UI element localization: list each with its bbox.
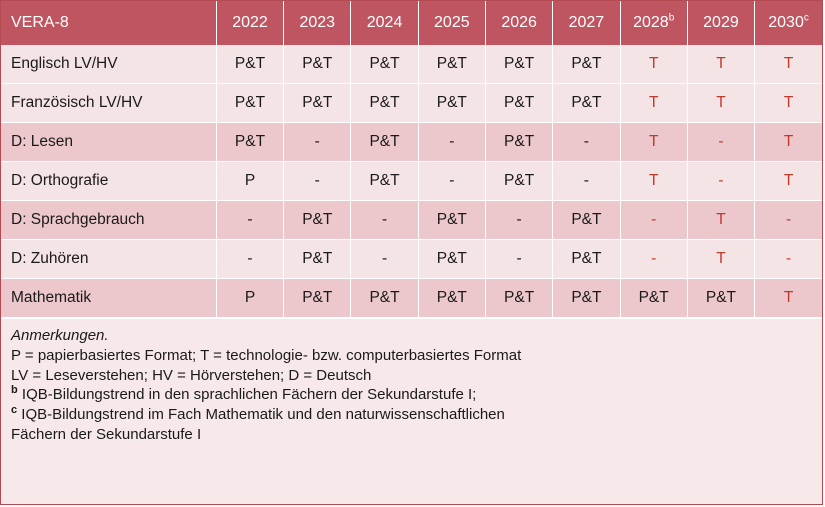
table-row (1, 123, 822, 162)
column-header-2025 (418, 1, 485, 45)
cell-value: P&T (216, 84, 283, 123)
cell-value: P&T (284, 45, 351, 84)
table-row (1, 84, 822, 123)
cell-value: T (687, 240, 754, 279)
cell-value: P&T (351, 162, 418, 201)
row-label: Englisch LV/HV (1, 45, 216, 84)
cell-value: P&T (418, 279, 485, 318)
notes-line-footnote-c-cont: Fächern der Sekundarstufe I (11, 425, 202, 443)
column-header-2024 (351, 1, 418, 45)
cell-value: P&T (418, 201, 485, 240)
cell-value: P&T (485, 123, 552, 162)
cell-value: - (687, 162, 754, 201)
cell-value: P (216, 162, 283, 201)
column-header-2030 (755, 1, 822, 45)
cell-value: - (620, 240, 687, 279)
cell-value: T (755, 123, 822, 162)
cell-value: - (755, 240, 822, 279)
cell-value: - (553, 123, 620, 162)
cell-value: - (620, 201, 687, 240)
column-header-2022 (216, 1, 283, 45)
cell-value: P&T (553, 279, 620, 318)
table-notes (1, 318, 822, 504)
cell-value: T (620, 84, 687, 123)
year-label: 2027 (568, 14, 605, 31)
cell-value: P (216, 279, 283, 318)
table-row (1, 201, 822, 240)
cell-value: - (351, 201, 418, 240)
cell-value: P&T (553, 84, 620, 123)
year-label: 2025 (434, 14, 470, 31)
cell-value: T (687, 84, 754, 123)
cell-value: - (755, 201, 822, 240)
cell-value: T (687, 201, 754, 240)
cell-value: P&T (418, 240, 485, 279)
cell-value: - (418, 123, 485, 162)
cell-value: T (755, 162, 822, 201)
cell-value: P&T (553, 201, 620, 240)
column-header-2023 (284, 1, 351, 45)
notes-line-formats: P = papierbasiertes Format; T = technologie- bzw. computerbasiertes Format (11, 346, 522, 364)
row-label: D: Lesen (1, 123, 216, 162)
vera8-schedule-table (1, 1, 822, 318)
cell-value: T (755, 279, 822, 318)
cell-value: - (553, 162, 620, 201)
column-header-2029 (687, 1, 754, 45)
notes-footnote-c-text: IQB-Bildungstrend im Fach Mathematik und den naturwissenschaftlichen (17, 406, 505, 424)
cell-value: P&T (485, 279, 552, 318)
cell-value: T (687, 45, 754, 84)
cell-value: - (284, 123, 351, 162)
row-label: D: Orthografie (1, 162, 216, 201)
year-label: 2024 (366, 14, 403, 31)
cell-value: T (755, 45, 822, 84)
cell-value: T (755, 84, 822, 123)
row-label: D: Zuhören (1, 240, 216, 279)
cell-value: P&T (553, 240, 620, 279)
table-row (1, 45, 822, 84)
cell-value: P&T (284, 84, 351, 123)
table-body (1, 45, 822, 318)
notes-footnote-b-text: IQB-Bildungstrend in den sprachlichen Fächern der Sekundarstufe I; (17, 386, 477, 404)
year-label: 2022 (232, 14, 268, 31)
cell-value: P&T (553, 45, 620, 84)
column-header-2028 (620, 1, 687, 45)
cell-value: P&T (687, 279, 754, 318)
cell-value: P&T (620, 279, 687, 318)
cell-value: P&T (418, 45, 485, 84)
cell-value: P&T (351, 123, 418, 162)
notes-heading: Anmerkungen. (11, 327, 109, 344)
cell-value: P&T (216, 45, 283, 84)
footnote-marker-c: c (11, 404, 18, 417)
cell-value: P&T (284, 201, 351, 240)
cell-value: P&T (418, 84, 485, 123)
cell-value: - (216, 201, 283, 240)
footnote-marker-b: b (668, 12, 675, 24)
row-label: Mathematik (1, 279, 216, 318)
cell-value: - (284, 162, 351, 201)
cell-value: P&T (351, 84, 418, 123)
year-label: 2029 (703, 14, 739, 31)
cell-value: - (418, 162, 485, 201)
notes-line-footnote-b (11, 385, 812, 405)
cell-value: P&T (284, 240, 351, 279)
cell-value: P&T (216, 123, 283, 162)
column-header-2027 (553, 1, 620, 45)
table-corner-label: VERA-8 (1, 1, 216, 45)
cell-value: - (687, 123, 754, 162)
cell-value: - (485, 240, 552, 279)
cell-value: T (620, 123, 687, 162)
row-label: Französisch LV/HV (1, 84, 216, 123)
year-label: 2023 (299, 14, 336, 31)
cell-value: P&T (485, 84, 552, 123)
table-row (1, 162, 822, 201)
year-label: 2026 (501, 14, 537, 31)
row-label: D: Sprachgebrauch (1, 201, 216, 240)
footnote-marker-b: b (11, 384, 18, 397)
cell-value: - (351, 240, 418, 279)
cell-value: - (216, 240, 283, 279)
cell-value: T (620, 162, 687, 201)
cell-value: P&T (351, 279, 418, 318)
table-row (1, 279, 822, 318)
footnote-marker-c: c (803, 12, 809, 24)
notes-line-abbreviations: LV = Leseverstehen; HV = Hörverstehen; D = Deutsch (11, 366, 372, 384)
cell-value: P&T (485, 45, 552, 84)
cell-value: P&T (351, 45, 418, 84)
table-header (1, 1, 822, 45)
column-header-2026 (485, 1, 552, 45)
cell-value: P&T (485, 162, 552, 201)
table-header-row (1, 1, 822, 45)
cell-value: T (620, 45, 687, 84)
notes-line-footnote-c (11, 405, 812, 425)
year-label: 2030 (768, 14, 804, 31)
table-row (1, 240, 822, 279)
cell-value: P&T (284, 279, 351, 318)
year-label: 2028 (633, 14, 669, 31)
cell-value: - (485, 201, 552, 240)
